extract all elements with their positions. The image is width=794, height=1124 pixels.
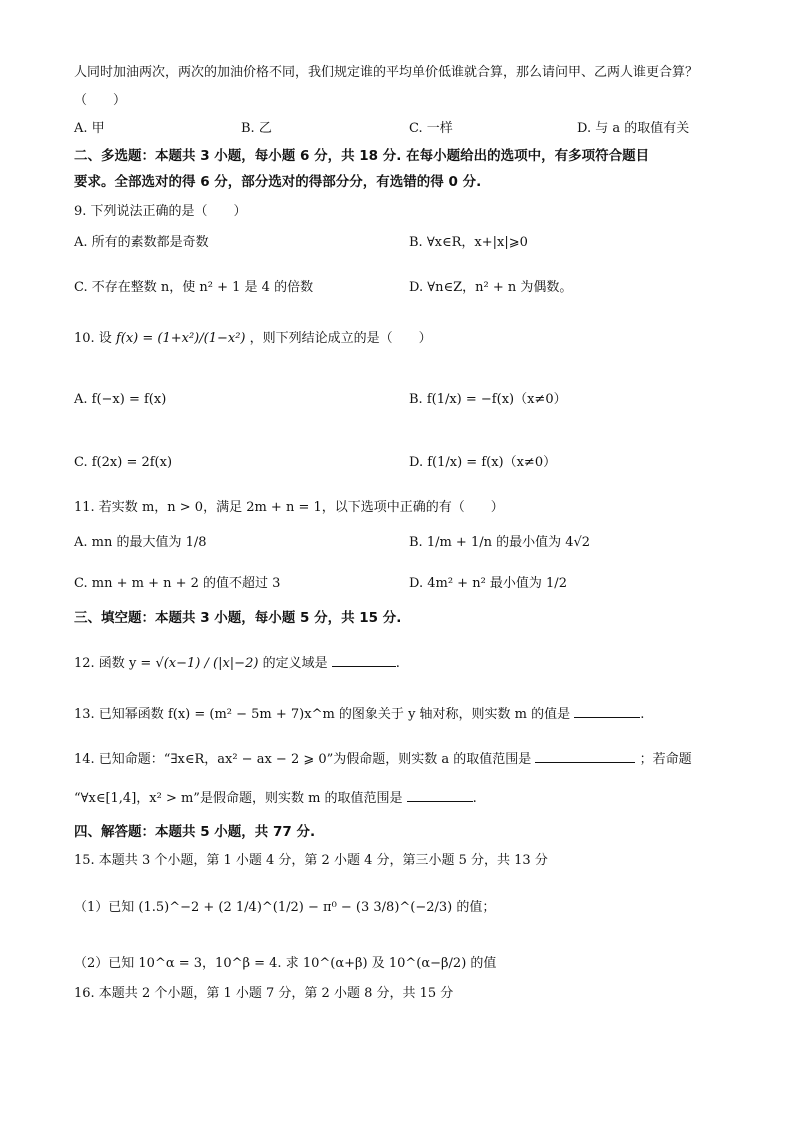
q9-stem: 9. 下列说法正确的是（ ） [74, 204, 247, 219]
q8-option-c: C. 一样 [409, 121, 453, 136]
q14-line2: “∀x∈[1,4]，x² > m”是假命题，则实数 m 的取值范围是 . [74, 791, 477, 806]
q10-prefix: 10. 设 [74, 331, 112, 346]
q8-option-b: B. 乙 [241, 121, 272, 136]
q14-text1: 14. 已知命题：“∃x∈R，ax² − ax − 2 ⩾ 0”为假命题，则实数 a 的取值范围是 [74, 752, 532, 767]
q14-answer-blank-a[interactable] [535, 750, 635, 763]
q11-option-c: C. mn + m + n + 2 的值不超过 3 [74, 576, 281, 591]
q15-stem: 15. 本题共 3 个小题，第 1 小题 4 分，第 2 小题 4 分，第三小题 5 分，共 13 分 [74, 853, 548, 868]
q8-option-d: D. 与 a 的取值有关 [577, 121, 690, 136]
q12-answer-blank[interactable] [332, 654, 396, 667]
q13-text: 13. 已知幂函数 f(x) = (m² − 5m + 7)x^m 的图象关于 y 轴对称，则实数 m 的值是 [74, 707, 571, 722]
q10-stem [74, 330, 432, 348]
q14-text1b: ；若命题 [639, 752, 692, 767]
q11-option-a: A. mn 的最大值为 1/8 [74, 535, 207, 550]
q9-option-b: B. ∀x∈R，x+|x|⩾0 [409, 235, 528, 250]
q10-option-b: B. f(1/x) = −f(x)（x≠0） [409, 392, 567, 407]
q9-option-d: D. ∀n∈Z，n² + n 为偶数。 [409, 280, 573, 295]
q9-option-a: A. 所有的素数都是奇数 [74, 235, 209, 250]
q15-part1: （1）已知 (1.5)^−2 + (2 1/4)^(1/2) − π⁰ − (3 3/8)^(−2/3) 的值； [74, 900, 496, 915]
q10-suffix: ，则下列结论成立的是（ ） [249, 331, 432, 346]
q14-line1 [74, 750, 692, 769]
q8-option-a: A. 甲 [74, 121, 105, 136]
q13-answer-blank[interactable] [574, 705, 640, 718]
q10-option-a: A. f(−x) = f(x) [74, 392, 167, 407]
q12-suffix: 的定义域是 [262, 656, 328, 671]
q13-line: 13. 已知幂函数 f(x) = (m² − 5m + 7)x^m 的图象关于 y 轴对称，则实数 m 的值是 . [74, 707, 645, 722]
q11-option-d: D. 4m² + n² 最小值为 1/2 [409, 576, 567, 591]
q9-option-c: C. 不存在整数 n，使 n² + 1 是 4 的倍数 [74, 280, 314, 295]
q8-paren: （ ） [74, 93, 127, 108]
q10-option-d: D. f(1/x) = f(x)（x≠0） [409, 455, 557, 470]
q11-option-b: B. 1/m + 1/n 的最小值为 4√2 [409, 535, 591, 550]
section2-heading-line1: 二、多选题：本题共 3 小题，每小题 6 分，共 18 分. 在每小题给出的选项中，有多项符合题目 [74, 148, 650, 164]
q12-line: 12. 函数 y = √(x−1) / (|x|−2) 的定义域是 . [74, 656, 400, 671]
section4-heading: 四、解答题：本题共 5 小题，共 77 分. [74, 824, 316, 840]
q14-text2: “∀x∈[1,4]，x² > m”是假命题，则实数 m 的取值范围是 [74, 791, 403, 806]
q14-answer-blank-m[interactable] [407, 789, 473, 802]
q10-option-c: C. f(2x) = 2f(x) [74, 455, 173, 470]
q12-expr: √(x−1) / (|x|−2) [155, 656, 259, 671]
q15-part2: （2）已知 10^α = 3，10^β = 4. 求 10^(α+β) 及 10^(α−β/2) 的值 [74, 956, 497, 971]
section3-heading: 三、填空题：本题共 3 小题，每小题 5 分，共 15 分. [74, 610, 402, 626]
q10-func: f(x) = (1+x²)/(1−x²) [115, 331, 246, 346]
q11-stem: 11. 若实数 m，n > 0，满足 2m + n = 1，以下选项中正确的有（ ） [74, 500, 504, 515]
q8-stem: 人同时加油两次，两次的加油价格不同，我们规定谁的平均单价低谁就合算，那么请问甲、乙两人谁更合算？ [74, 65, 699, 80]
q16-stem: 16. 本题共 2 个小题，第 1 小题 7 分，第 2 小题 8 分，共 15 分 [74, 986, 454, 1001]
q12-prefix: 12. 函数 y = [74, 656, 152, 671]
section2-heading-line2: 要求。全部选对的得 6 分，部分选对的得部分分，有选错的得 0 分. [74, 174, 482, 190]
